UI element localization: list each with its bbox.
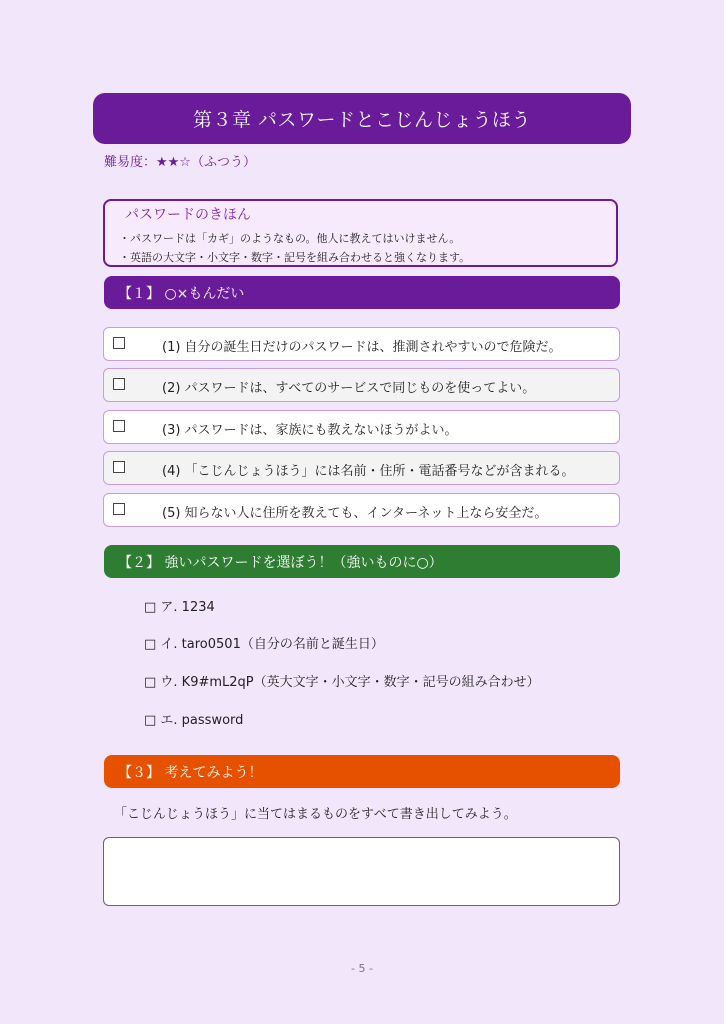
question-5-checkbox[interactable] [113, 503, 125, 515]
question-1-checkbox[interactable] [113, 337, 125, 349]
answer-box[interactable] [103, 837, 620, 906]
chapter-title: 第３章 パスワードとこじんじょうほう [93, 93, 631, 144]
info-box [103, 199, 618, 267]
question-4-checkbox[interactable] [113, 461, 125, 473]
question-2-checkbox[interactable] [113, 378, 125, 390]
choice-e[interactable]: □ エ. password [144, 713, 244, 728]
question-5-text: (5) 知らない人に住所を教えても、インターネット上なら安全だ。 [162, 506, 548, 521]
choice-i[interactable]: □ イ. taro0501（自分の名前と誕生日） [144, 637, 384, 652]
question-2-text: (2) パスワードは、すべてのサービスで同じものを使ってよい。 [162, 381, 536, 396]
question-row-3 [103, 410, 620, 444]
question-row-1 [103, 327, 620, 361]
section-2-header: 【２】 強いパスワードを選ぼう！（強いものに○） [104, 545, 620, 578]
question-3-checkbox[interactable] [113, 420, 125, 432]
section-1-header: 【１】 ○×もんだい [104, 276, 620, 309]
info-box-title: パスワードのきほん [125, 207, 251, 223]
question-4-text: (4) 「こじんじょうほう」には名前・住所・電話番号などが含まれる。 [162, 464, 575, 479]
question-row-2 [103, 368, 620, 402]
question-1-text: (1) 自分の誕生日だけのパスワードは、推測されやすいので危険だ。 [162, 340, 562, 355]
question-row-4 [103, 451, 620, 485]
choice-u[interactable]: □ ウ. K9#mL2qP（英大文字・小文字・数字・記号の組み合わせ） [144, 675, 540, 690]
question-3-text: (3) パスワードは、家族にも教えないほうがよい。 [162, 423, 458, 438]
info-line: ・パスワードは「カギ」のようなもの。他人に教えてはいけません。 [119, 232, 461, 245]
page-number: - 5 - [351, 962, 373, 975]
choice-a[interactable]: □ ア. 1234 [144, 600, 215, 615]
difficulty-rating: 難易度：★★☆（ふつう） [104, 155, 256, 170]
section-3-prompt: 「こじんじょうほう」に当てはまるものをすべて書き出してみよう。 [114, 807, 517, 822]
info-line: ・英語の大文字・小文字・数字・記号を組み合わせると強くなります。 [119, 251, 471, 264]
section-3-header: 【３】 考えてみよう！ [104, 755, 620, 788]
question-row-5 [103, 493, 620, 527]
